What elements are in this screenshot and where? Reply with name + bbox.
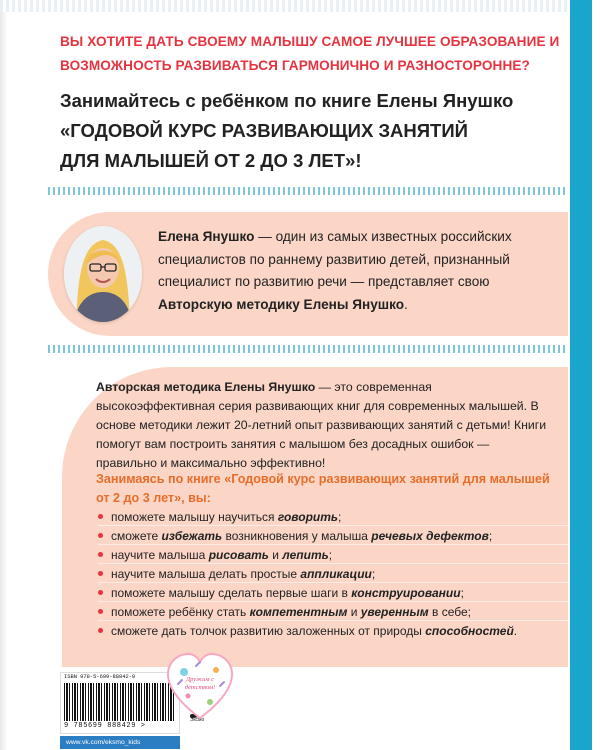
benefit-lead: сможете дать толчок развитию заложенных от природы — [111, 623, 426, 638]
benefits-list — [98, 507, 568, 640]
intro-line-3: ДЛЯ МАЛЫШЕЙ ОТ 2 ДО 3 ЛЕТ»! — [60, 150, 362, 171]
dotted-divider-middle — [48, 345, 568, 353]
benefit-emphasis: рисовать — [208, 547, 269, 562]
dotted-divider-top — [48, 187, 568, 195]
bullet-dot — [98, 590, 103, 595]
benefit-lead: научите малыша — [111, 547, 209, 562]
benefit-emphasis: говорить — [277, 509, 339, 524]
benefit-tail: . — [513, 623, 518, 638]
publisher-logo-text: Эксмо — [189, 717, 205, 722]
benefit-lead: поможете ребёнку стать — [111, 604, 250, 619]
spine-shadow — [0, 0, 8, 750]
benefit-lead: научите малыша делать простые — [111, 566, 301, 581]
author-method-title: Авторскую методику Елены Янушко — [158, 296, 405, 312]
top-pattern — [0, 0, 600, 12]
benefit-mid: возникновения у малыша — [222, 528, 372, 543]
benefit-item — [98, 526, 568, 545]
benefit-emphasis: избежать — [161, 528, 223, 543]
author-name: Елена Янушко — [158, 229, 255, 244]
benefit-item — [98, 602, 568, 621]
white-edge — [592, 0, 600, 750]
benefit-tail: ; — [338, 509, 342, 524]
benefit-emphasis: аппликации — [300, 566, 372, 581]
benefit-tail: ; — [488, 528, 493, 543]
benefit-lead: сможете — [111, 528, 162, 543]
headline-question — [60, 30, 560, 78]
benefit-item — [98, 545, 568, 564]
benefit-emphasis: лепить — [282, 547, 329, 562]
author-photo — [64, 226, 142, 322]
benefit-lead: поможете малышу сделать первые шаги в — [111, 585, 352, 600]
author-description-end: . — [404, 296, 408, 312]
barcode-bars — [64, 683, 174, 721]
bullet-dot — [98, 628, 103, 633]
bullet-dot — [98, 552, 103, 557]
benefits-subtitle: Занимаясь по книге «Годовой курс развивающих занятий для малышей от 2 до 3 лет», вы: — [96, 472, 550, 505]
social-link[interactable]: www.vk.com/eksmo_kids — [60, 736, 180, 749]
method-title: Авторская методика Елены Янушко — [96, 380, 316, 394]
headline-question-text: ВЫ ХОТИТЕ ДАТЬ СВОЕМУ МАЛЫШУ САМОЕ ЛУЧШЕЕ ОБРАЗОВАНИЕ И ВОЗМОЖНОСТЬ РАЗВИВАТЬСЯ ГАРМОНИЧНО И РАЗНОСТОРОННЕ? — [60, 34, 560, 73]
benefit-emphasis: конструировании — [351, 585, 461, 600]
benefit-item — [98, 564, 568, 583]
intro-text — [60, 86, 560, 176]
benefit-mid: и — [268, 547, 283, 562]
barcode-digits: 9 785699 888429 > — [64, 722, 146, 730]
benefit-emphasis: уверенным — [360, 604, 429, 619]
author-description — [158, 226, 558, 316]
benefit-item — [98, 621, 568, 640]
method-description — [96, 378, 552, 473]
bullet-dot — [98, 609, 103, 614]
benefit-emphasis: речевых дефектов — [371, 528, 489, 543]
heart-badge-text: Дружим с детством! — [184, 676, 216, 691]
benefit-item — [98, 507, 568, 526]
benefit-emphasis: способностей — [425, 623, 514, 638]
intro-line-2: «ГОДОВОЙ КУРС РАЗВИВАЮЩИХ ЗАНЯТИЙ — [60, 120, 468, 141]
blue-side-stripe — [570, 0, 592, 750]
benefit-tail: ; — [371, 566, 376, 581]
bullet-dot — [98, 571, 103, 576]
benefit-tail: ; — [460, 585, 464, 600]
intro-line-1: Занимайтесь с ребёнком по книге Елены Янушко — [60, 90, 514, 111]
benefit-tail: в себе; — [428, 604, 471, 619]
method-description-text: — это современная высокоэффективная серия развивающих книг для современных малышей. В основе методики лежит 20-летний опыт развивающих занятий с детьми! Книги помогут вам построить занятия с малышом без досадных ошибок — правильно и максимально эффективно! — [96, 380, 547, 470]
benefit-emphasis: компетентным — [249, 604, 348, 619]
benefit-lead: поможете малышу научиться — [111, 509, 278, 524]
author-description-text: — один из самых известных российских специалистов по раннему развитию детей, признанный специалист по развитию речи — представляет свою — [158, 229, 512, 289]
benefit-tail: ; — [328, 547, 333, 562]
benefit-item — [98, 583, 568, 602]
bullet-dot — [98, 533, 103, 538]
bullet-dot — [98, 514, 103, 519]
isbn-text: ISBN 978-5-699-88842-9 — [64, 674, 136, 680]
benefit-mid: и — [347, 604, 361, 619]
